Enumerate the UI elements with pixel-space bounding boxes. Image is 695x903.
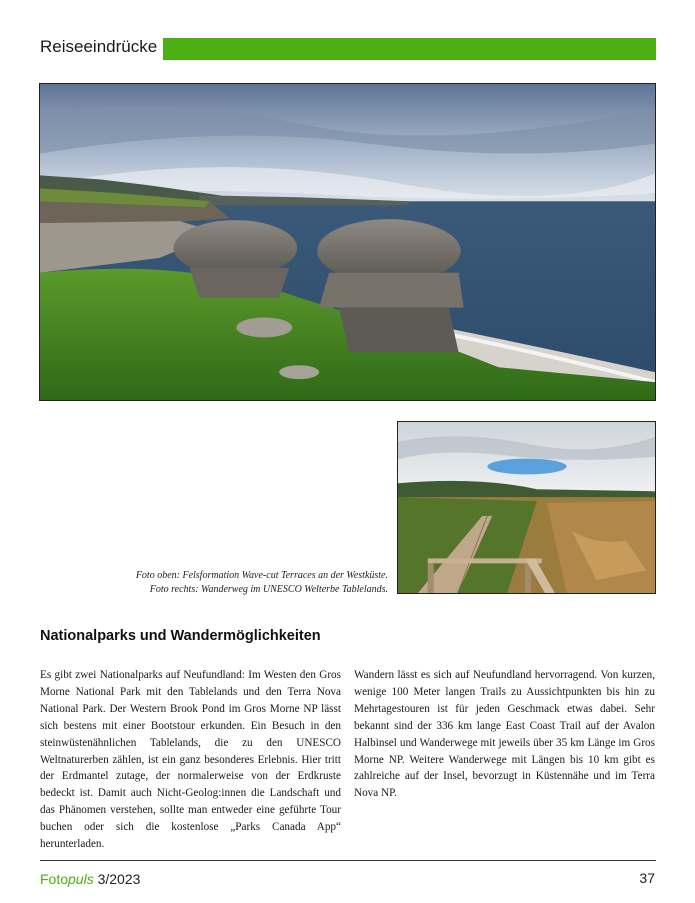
footer-divider bbox=[40, 860, 656, 861]
page-number: 37 bbox=[639, 870, 655, 886]
article-column-right: Wandern lässt es sich auf Neufundland hervorragend. Von kurzen, wenige 100 Meter langen Trails zu Aussichtpunkten bis hin zu Mehrtagestouren ist für jeden Geschmack etwas dabei. Sehr bekannt sind der 336 km lange East Coast Trail auf der Avalon Halbinsel und Wanderwege mit jeweils über 35 km Länge im Gros Morne NP. Weitere Wanderwege mit Längen bis 10 km gibt es zahlreiche auf der Insel, bevorzugt in Küstennähe und im Terra Nova NP. bbox=[354, 669, 655, 800]
section-heading: Reiseeindrücke bbox=[40, 37, 158, 56]
photo-caption bbox=[100, 569, 388, 597]
brand-foto: Foto bbox=[40, 871, 69, 887]
header-accent-bar bbox=[163, 38, 656, 60]
issue-number: 3/2023 bbox=[93, 871, 141, 887]
boardwalk-photo bbox=[397, 421, 656, 594]
magazine-brand bbox=[40, 871, 140, 887]
article-column-left: Es gibt zwei Nationalparks auf Neufundland: Im Westen den Gros Morne National Park mit den Tablelands und den Terra Nova National Park. Der Western Brook Pond im Gros Morne NP lässt sich bestens mit einer Bootstour erkunden. Ein Besuch in den steinwüstenähnlichen Tablelands, die zu den UNESCO Weltnaturerben zählen, ist ein ganz besonderes Erlebnis. Hier tritt der Erdmantel zutage, der normalerweise von der Erdkruste bedeckt ist. Damit auch Nicht-Geolog:innen die Landschaft und das Phänomen verstehen, sollte man entweder eine geführte Tour buchen oder sich die kostenlose „Parks Canada App“ herunterladen. bbox=[40, 669, 341, 851]
caption-line-top: Foto oben: Felsformation Wave-cut Terraces an der Westküste. bbox=[135, 570, 388, 581]
brand-puls: puls bbox=[68, 871, 94, 887]
article-heading: Nationalparks und Wandermöglichkeiten bbox=[40, 628, 321, 644]
coastal-rock-photo bbox=[39, 83, 656, 401]
caption-line-right: Foto rechts: Wanderweg im UNESCO Welterbe Tablelands. bbox=[149, 584, 388, 595]
